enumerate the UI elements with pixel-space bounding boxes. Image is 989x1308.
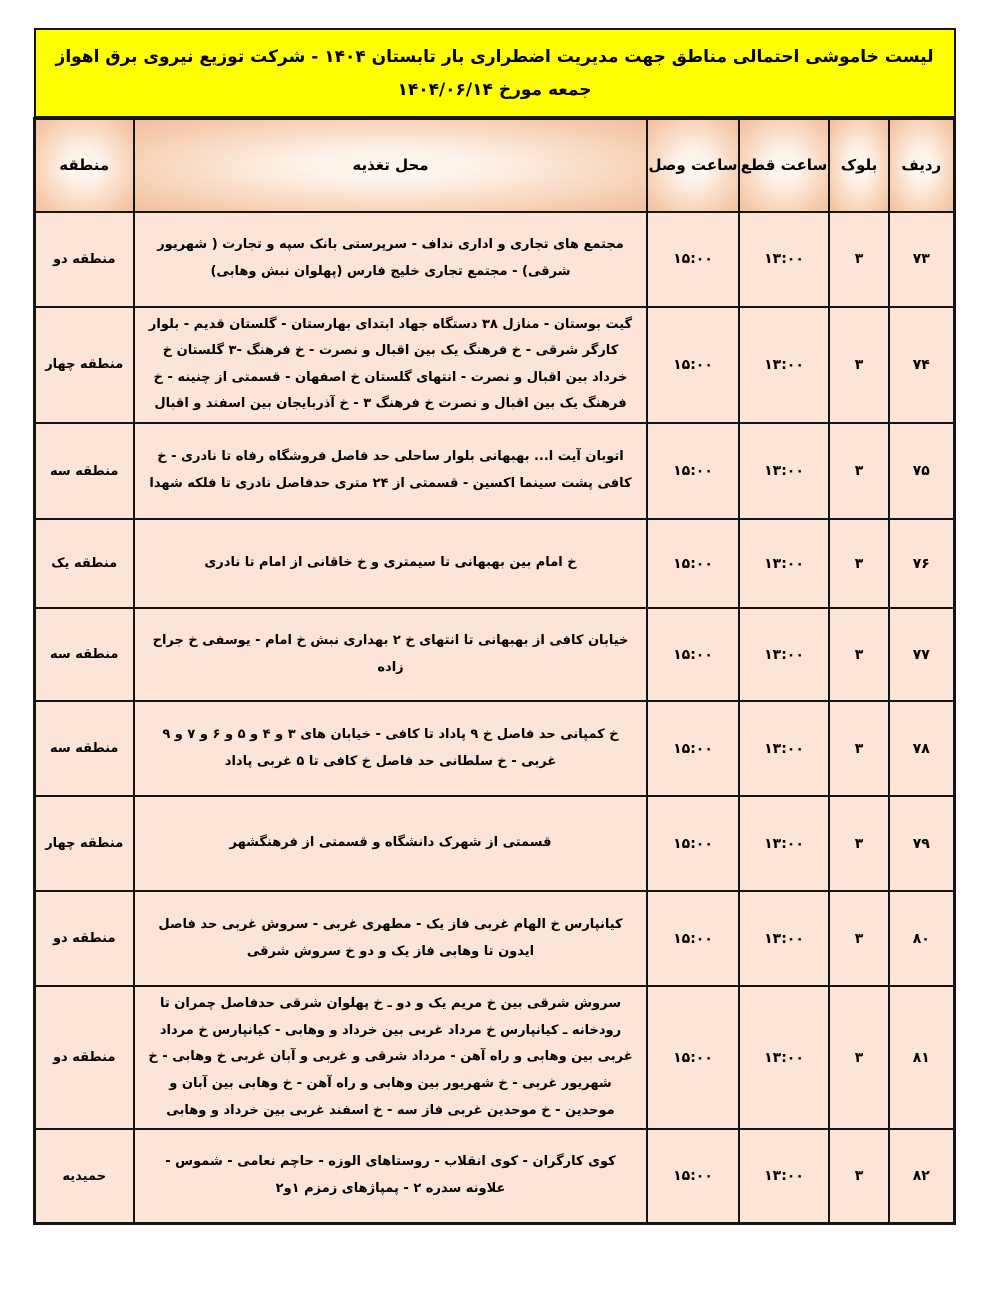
table-row (34, 423, 954, 519)
cell-connect: ۱۵:۰۰ (647, 1129, 739, 1223)
cell-location: خ امام بین بهبهانی تا سیمتری و خ خاقانی از امام تا نادری (134, 519, 647, 608)
outage-table (33, 117, 956, 1225)
cell-radif: ۸۱ (889, 986, 954, 1129)
table-row (34, 891, 954, 986)
cell-connect: ۱۵:۰۰ (647, 307, 739, 424)
cell-location: کوی کارگران - کوی انقلاب - روستاهای الوزه - حاچم نعامی - شموس - علاونه سدره ۲ - پمپاژهای زمزم ۱و۲ (134, 1129, 647, 1223)
cell-block: ۳ (829, 307, 889, 424)
table-row (34, 519, 954, 608)
cell-radif: ۷۵ (889, 423, 954, 519)
header-cell-region: منطقه (34, 119, 134, 212)
cell-radif: ۸۰ (889, 891, 954, 986)
cell-connect: ۱۵:۰۰ (647, 519, 739, 608)
cell-region: منطقه دو (34, 891, 134, 986)
table-header (34, 119, 954, 212)
cell-connect: ۱۵:۰۰ (647, 608, 739, 701)
cell-radif: ۷۴ (889, 307, 954, 424)
cell-cut: ۱۳:۰۰ (739, 519, 829, 608)
header-cell-cut: ساعت قطع (739, 119, 829, 212)
cell-block: ۳ (829, 701, 889, 796)
cell-cut: ۱۳:۰۰ (739, 608, 829, 701)
cell-cut: ۱۳:۰۰ (739, 307, 829, 424)
cell-radif: ۷۹ (889, 796, 954, 891)
cell-region: منطقه دو (34, 986, 134, 1129)
cell-location: کیانپارس خ الهام غربی فاز یک - مطهری غربی - سروش غربی حد فاصل ایدون تا وهابی فاز یک و دو خ سروش شرقی (134, 891, 647, 986)
cell-cut: ۱۳:۰۰ (739, 423, 829, 519)
cell-radif: ۷۳ (889, 212, 954, 307)
cell-region: منطقه سه (34, 608, 134, 701)
table-row (34, 1129, 954, 1223)
cell-radif: ۷۶ (889, 519, 954, 608)
header-cell-connect: ساعت وصل (647, 119, 739, 212)
document-sheet (34, 28, 956, 1225)
title-banner (34, 28, 956, 118)
cell-cut: ۱۳:۰۰ (739, 986, 829, 1129)
table-row (34, 796, 954, 891)
cell-location: قسمتی از شهرک دانشگاه و قسمتی از فرهنگشهر (134, 796, 647, 891)
cell-connect: ۱۵:۰۰ (647, 796, 739, 891)
cell-block: ۳ (829, 423, 889, 519)
cell-radif: ۷۷ (889, 608, 954, 701)
cell-location: خ کمپانی حد فاصل خ ۹ پاداد تا کافی - خیابان های ۳ و ۴ و ۵ و ۶ و ۷ و ۹ غربی - خ سلطانی حد فاصل خ کافی تا ۵ غربی پاداد (134, 701, 647, 796)
cell-region: حمیدیه (34, 1129, 134, 1223)
cell-block: ۳ (829, 891, 889, 986)
cell-cut: ۱۳:۰۰ (739, 796, 829, 891)
cell-location: مجتمع های تجاری و اداری نداف - سرپرستی بانک سپه و تجارت ( شهریور شرقی) - مجتمع تجاری خلیج فارس (پهلوان نبش وهابی) (134, 212, 647, 307)
cell-region: منطقه چهار (34, 796, 134, 891)
cell-connect: ۱۵:۰۰ (647, 891, 739, 986)
table-row (34, 608, 954, 701)
table-body (34, 212, 954, 1224)
cell-region: منطقه چهار (34, 307, 134, 424)
document-date: جمعه مورخ ۱۴۰۴/۰۶/۱۴ (397, 80, 592, 101)
cell-connect: ۱۵:۰۰ (647, 701, 739, 796)
cell-region: منطقه سه (34, 701, 134, 796)
table-row (34, 307, 954, 424)
cell-connect: ۱۵:۰۰ (647, 212, 739, 307)
cell-block: ۳ (829, 1129, 889, 1223)
cell-location: گیت بوستان - منازل ۳۸ دستگاه جهاد ابتدای بهارستان - گلستان قدیم - بلوار کارگر شرقی - خ فرهنگ یک بین اقبال و نصرت - خ فرهنگ -۳ گلستان خ خرداد بین اقبال و نصرت - انتهای گلستان خ اصفهان - قسمتی از چنینه - خ فرهنگ یک بین اقبال و نصرت خ فرهنگ ۳ - خ آذربایجان بین اسفند و اقبال (134, 307, 647, 424)
cell-radif: ۸۲ (889, 1129, 954, 1223)
cell-connect: ۱۵:۰۰ (647, 986, 739, 1129)
cell-location: اتوبان آیت ا... بهبهانی بلوار ساحلی حد فاصل فروشگاه رفاه تا نادری - خ کافی پشت سینما اکسین - قسمتی از ۲۴ متری حدفاصل نادری تا فلکه شهدا (134, 423, 647, 519)
cell-location: سروش شرقی بین خ مریم یک و دو ـ خ پهلوان شرقی حدفاصل چمران تا رودخانه ـ کیانپارس خ مرداد غربی بین خرداد و وهابی - کیانپارس خ مرداد غربی بین وهابی و راه آهن - مرداد شرقی و غربی و آبان غربی خ وهابی - خ شهریور غربی - خ شهریور بین وهابی و راه آهن - خ وهابی بین آبان و موحدین - خ موحدین غربی فاز سه - خ اسفند غربی بین خرداد و وهابی (134, 986, 647, 1129)
table-row (34, 986, 954, 1129)
header-row (34, 119, 954, 212)
cell-cut: ۱۳:۰۰ (739, 212, 829, 307)
header-cell-location: محل تغذیه (134, 119, 647, 212)
cell-block: ۳ (829, 212, 889, 307)
cell-region: منطقه دو (34, 212, 134, 307)
cell-block: ۳ (829, 608, 889, 701)
table-row (34, 212, 954, 307)
cell-radif: ۷۸ (889, 701, 954, 796)
header-cell-radif: ردیف (889, 119, 954, 212)
table-row (34, 701, 954, 796)
cell-block: ۳ (829, 519, 889, 608)
cell-block: ۳ (829, 986, 889, 1129)
cell-cut: ۱۳:۰۰ (739, 1129, 829, 1223)
document-title: لیست خاموشی احتمالی مناطق جهت مدیریت اضطراری بار تابستان ۱۴۰۴ - شرکت توزیع نیروی برق اهواز (55, 46, 934, 67)
cell-region: منطقه سه (34, 423, 134, 519)
cell-cut: ۱۳:۰۰ (739, 701, 829, 796)
cell-block: ۳ (829, 796, 889, 891)
cell-location: خیابان کافی از بهبهانی تا انتهای خ ۲ بهداری نبش خ امام - یوسفی خ جراح زاده (134, 608, 647, 701)
cell-connect: ۱۵:۰۰ (647, 423, 739, 519)
header-cell-block: بلوک (829, 119, 889, 212)
cell-region: منطقه یک (34, 519, 134, 608)
cell-cut: ۱۳:۰۰ (739, 891, 829, 986)
